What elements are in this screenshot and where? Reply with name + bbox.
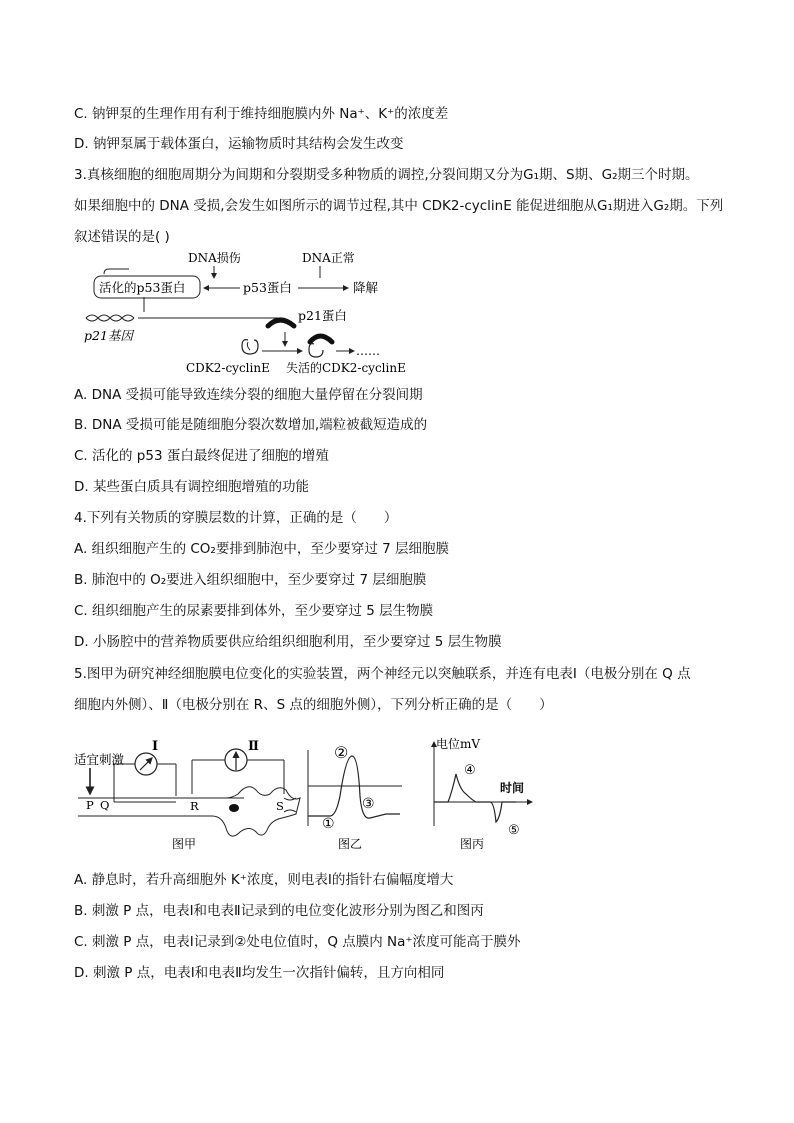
circle-4-label: ④	[464, 763, 476, 778]
r-label: R	[190, 799, 199, 813]
q3-option-a: A. DNA 受损可能导致连续分裂的细胞大量停留在分裂间期	[74, 387, 423, 403]
figure-jia-label: 图甲	[172, 837, 197, 851]
q4-option-b: B. 肺泡中的 O₂要进入组织细胞中，至少要穿过 7 层细胞膜	[74, 572, 427, 588]
q-label: Q	[100, 798, 110, 812]
q5-nerve-diagram	[72, 730, 542, 858]
meter-i-label: Ⅰ	[152, 739, 159, 754]
s-label: S	[276, 799, 284, 813]
dna-normal-label: DNA正常	[302, 251, 355, 265]
q4-option-d: D. 小肠腔中的营养物质要供应给组织细胞利用，至少要穿过 5 层生物膜	[74, 634, 502, 650]
circle-3-label: ③	[362, 796, 375, 812]
q4-option-c: C. 组织细胞产生的尿素要排到体外，至少要穿过 5 层生物膜	[74, 603, 434, 619]
p53-protein-label: p53蛋白	[243, 280, 292, 295]
circle-1-label: ①	[322, 816, 335, 832]
p21-gene-label: p21基因	[84, 328, 133, 343]
q2-option-c: C. 钠钾泵的生理作用有利于维持细胞膜内外 Na⁺、K⁺的浓度差	[74, 106, 449, 122]
q3-stem-line3: 叙述错误的是( )	[74, 229, 170, 245]
potential-label: 电位mV	[436, 737, 481, 751]
q5-option-b: B. 刺激 P 点，电表Ⅰ和电表Ⅱ记录到的电位变化波形分别为图乙和图丙	[74, 903, 484, 919]
circle-2-label: ②	[334, 743, 349, 762]
q5-stem-line1: 5.图甲为研究神经细胞膜电位变化的实验装置，两个神经元以突触联系，并连有电表Ⅰ（电极分别在 Q 点	[74, 666, 691, 682]
q3-stem-line1: 3.真核细胞的细胞周期分为间期和分裂期受多种物质的调控,分裂间期又分为G₁期、S期、G₂期三个时期。	[74, 167, 699, 183]
q2-option-d: D. 钠钾泵属于载体蛋白，运输物质时其结构会发生改变	[74, 136, 404, 152]
q5-option-a: A. 静息时，若升高细胞外 K⁺浓度，则电表Ⅰ的指针右偏幅度增大	[74, 872, 454, 888]
q5-option-d: D. 刺激 P 点，电表Ⅰ和电表Ⅱ均发生一次指针偏转，且方向相同	[74, 965, 445, 981]
dots-label: ……	[356, 344, 380, 358]
dna-damage-label: DNA损伤	[188, 251, 241, 265]
activated-p53-label: 活化的p53蛋白	[99, 280, 186, 295]
q3-option-b: B. DNA 受损可能是随细胞分裂次数增加,端粒被截短造成的	[74, 417, 428, 433]
figure-bing-label: 图丙	[460, 837, 485, 851]
q3-option-d: D. 某些蛋白质具有调控细胞增殖的功能	[74, 479, 309, 495]
q4-option-a: A. 组织细胞产生的 CO₂要排到肺泡中，至少要穿过 7 层细胞膜	[74, 541, 450, 557]
q5-stem-line2: 细胞内外侧）、Ⅱ（电极分别在 R、S 点的细胞外侧），下列分析正确的是（ ）	[74, 697, 553, 713]
stimulus-label: 适宜刺激	[74, 752, 125, 767]
q5-option-c: C. 刺激 P 点，电表Ⅰ记录到②处电位值时，Q 点膜内 Na⁺浓度可能高于膜外	[74, 934, 521, 950]
time-label: 时间	[500, 781, 525, 795]
q3-stem-line2: 如果细胞中的 DNA 受损,会发生如图所示的调节过程,其中 CDK2-cyclinE 能促进细胞从G₁期进入G₂期。下列	[74, 198, 724, 214]
q3-regulation-diagram	[80, 248, 440, 376]
meter-ii-label: Ⅱ	[248, 739, 259, 754]
circle-5-label: ⑤	[508, 823, 520, 838]
p-label: P	[86, 798, 94, 812]
inactive-cdk2-label: 失活的CDK2-cyclinE	[286, 361, 406, 375]
q3-option-c: C. 活化的 p53 蛋白最终促进了细胞的增殖	[74, 448, 329, 464]
q4-stem: 4.下列有关物质的穿膜层数的计算，正确的是（ ）	[74, 510, 398, 526]
degrade-label: 降解	[353, 280, 379, 295]
cdk2-label: CDK2-cyclinE	[186, 361, 270, 375]
figure-yi-label: 图乙	[338, 837, 363, 851]
p21-protein-label: p21蛋白	[298, 308, 347, 323]
